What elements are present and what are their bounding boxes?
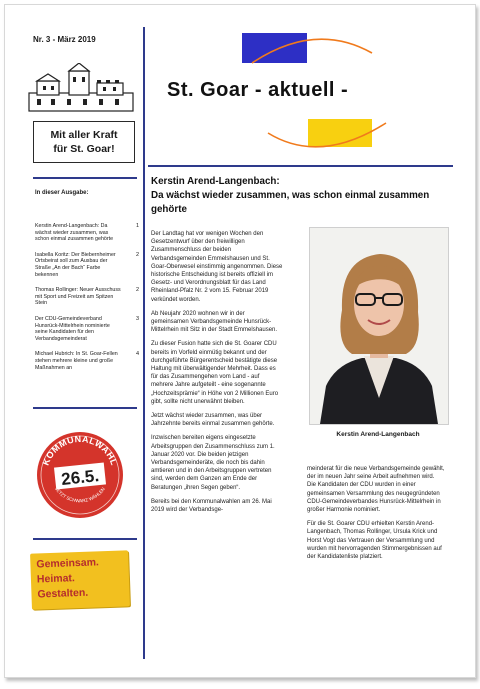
castle-logo-icon xyxy=(27,63,135,115)
article-paragraph: meinderat für die neue Verbandsgemeinde gewählt, der im neuen Jahr seine Arbeit aufnehmen wird. Die Kandidaten der CDU wurden in einer gemeinsamen Versammlung des neugegründeten CDU-Gemeindeverbandes Hunsrück-Mittelrhein in großer Harmonie nominiert. xyxy=(307,466,445,514)
toc-item-page: 2 xyxy=(135,251,139,258)
main-rule xyxy=(148,165,453,167)
article-paragraph: Der Landtag hat vor wenigen Wochen den Gesetzentwurf über den freiwilligen Zusammenschluss der beiden Verbandsgemeinden Emmelshausen und St. Goar-Oberwesel einstimmig angenommen. Diese historische Entscheidung ist bereits offiziell im Gesetz- und Verordnungsblatt für das Land Rheinland-Pfalz Nr. 2 vom 15. Februar 2019 verkündet worden. xyxy=(151,231,283,303)
headline-line-2: Da wächst wieder zusammen, was schon einmal zusammen gehörte xyxy=(151,190,430,215)
stamp-label: KOMMUNALWAHL xyxy=(40,433,120,467)
slogan-line-2: für St. Goar! xyxy=(53,143,115,155)
sidebar-rule-bottom xyxy=(33,538,137,540)
article-paragraph: Ab Neujahr 2020 wohnen wir in der gemeinsamen Verbandsgemeinde Hunsrück-Mittelrhein mit Sitz in der Stadt Emmelshausen. xyxy=(151,310,278,334)
toc-item[interactable] xyxy=(35,287,139,307)
toc-item-text: Michael Hubrich: In St. Goar-Fellen stehen mehrere kleine und große Maßnahmen an xyxy=(35,351,118,371)
slogan-box xyxy=(33,121,135,163)
toc-item-page: 1 xyxy=(135,223,139,229)
stamp-small-text: JETZT SCHWARZ WÄHLEN xyxy=(54,486,106,504)
toc-item[interactable] xyxy=(35,351,139,371)
slogan-line-1: Mit aller Kraft xyxy=(50,129,118,141)
election-stamp-icon xyxy=(35,430,125,520)
issue-number: Nr. 3 - März 2019 xyxy=(33,35,96,44)
portrait-image-icon xyxy=(310,228,448,424)
table-of-contents xyxy=(35,223,139,380)
headline-line-1: Kerstin Arend-Langenbach: xyxy=(151,176,280,187)
campaign-sign xyxy=(30,550,130,609)
toc-item-text: Kerstin Arend-Langenbach: Da wächst wieder zusammen, was schon einmal zusammen gehörte xyxy=(35,223,114,243)
masthead-title: St. Goar - aktuell - xyxy=(167,79,349,101)
toc-item-page: 3 xyxy=(135,315,139,322)
sign-line-1: Gemeinsam. xyxy=(36,556,100,571)
portrait-photo xyxy=(309,227,449,425)
photo-caption: Kerstin Arend-Langenbach xyxy=(336,431,420,438)
toc-item-text: Thomas Rollinger: Neuer Ausschuss mit Sport und Freizeit am Spitzen Stein xyxy=(35,287,121,307)
article-paragraph: Für die St. Goarer CDU erhielten Kerstin Arend-Langenbach, Thomas Rollinger, Ursula Krick und Horst Vogt das Vertrauen der Versammlung und wurden mit hervorragenden Stimmergebnissen auf der Kandidatenliste platziert. xyxy=(307,521,442,561)
toc-item-page: 4 xyxy=(135,351,139,358)
toc-item[interactable] xyxy=(35,223,139,243)
toc-item-text: Der CDU-Gemeindeverband Hunsrück-Mittelrhein nominierte seine Kandidaten für den Verbandsgemeinderat xyxy=(35,315,110,342)
toc-item-text: Isabella Koritz: Der Biebernheimer Ortsbeirat soll zum Ausbau der Straße „An der Bach“ Farbe bekennen xyxy=(35,251,116,278)
sidebar-rule-middle xyxy=(33,407,137,409)
toc-item-page: 2 xyxy=(135,287,139,294)
article-paragraph: Inzwischen bereiten eigens eingesetzte Arbeitsgruppen den Zusammenschluss zum 1. Januar 2020 vor. Die beiden jetzigen Verbandsgemeinderäte, die noch bis dahin amtieren und in den Arbeitsgruppen vertreten sind, werden dem Ganzen am Ende der Beratungen „ihren Segen geben“. xyxy=(151,435,275,491)
newsletter-page xyxy=(4,4,476,678)
article-paragraph: Zu dieser Fusion hatte sich die St. Goarer CDU bereits im Vorfeld einmütig bekannt und der durchgeführte Bürgerentscheid bestätigte diese Haltung mit überwältigender Mehrheit. Dass es für das Zusammengehen vom Land - auf mehrere Jahre aufgeteilt - eine sogenannte „Hochzeitsprämie“ in Höhe von 2 Millionen Euro gibt, sollte nicht unerwähnt bleiben. xyxy=(151,341,279,405)
article-column-1 xyxy=(151,230,283,520)
sidebar-rule-top xyxy=(33,177,137,179)
article-column-2 xyxy=(307,465,445,567)
toc-heading: In dieser Ausgabe: xyxy=(35,190,89,196)
stamp-date: 26.5. xyxy=(60,466,100,489)
article-paragraph: Bereits bei den Kommunalwahlen am 26. Mai 2019 wird der Verbandsge- xyxy=(151,498,272,514)
article-paragraph: Jetzt wächst wieder zusammen, was über Jahrzehnte bereits einmal zusammen gehörte. xyxy=(151,413,275,428)
column-divider xyxy=(143,27,145,659)
sign-line-3: Gestalten. xyxy=(37,586,89,601)
article-headline xyxy=(151,175,451,217)
sign-line-2: Heimat. xyxy=(36,572,76,586)
toc-item[interactable] xyxy=(35,252,139,278)
toc-item[interactable] xyxy=(35,316,139,342)
